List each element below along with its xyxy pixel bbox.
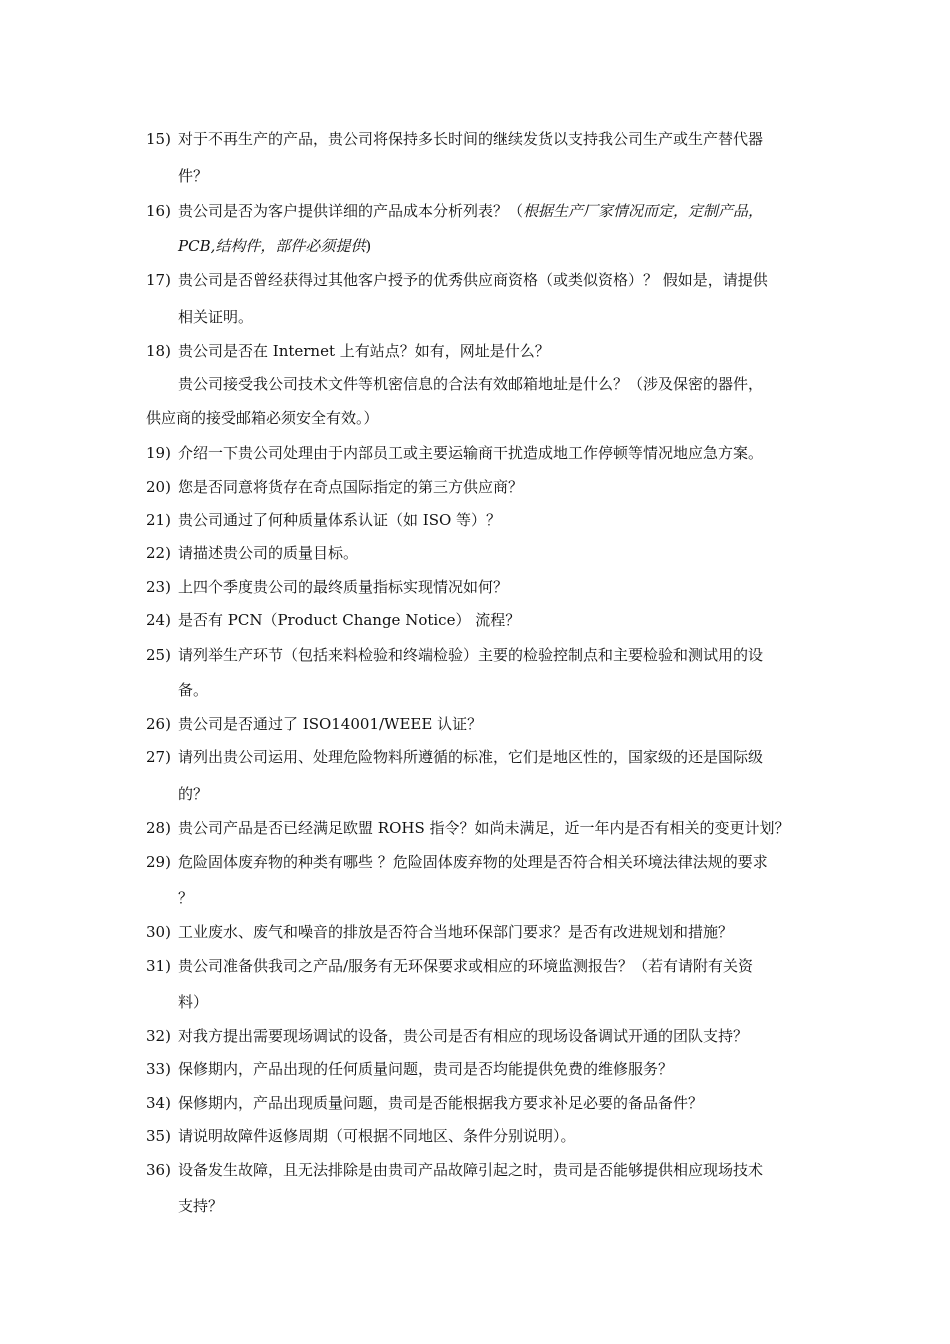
item-text: 上四个季度贵公司的最终质量指标实现情况如何？ bbox=[178, 578, 509, 596]
item-text: 请描述贵公司的质量目标。 bbox=[178, 544, 359, 562]
item-text: 供应商的接受邮箱必须安全有效。） bbox=[146, 409, 379, 427]
item-text: 贵公司接受我公司技术文件等机密信息的合法有效邮箱地址是什么？（涉及保密的器件， bbox=[178, 375, 764, 393]
item-number: 25) bbox=[146, 646, 171, 664]
item-text: 贵公司是否曾经获得过其他客户授予的优秀供应商资格（或类似资格）？ 假如是，请提供 bbox=[178, 271, 768, 289]
item-number: 32) bbox=[146, 1027, 171, 1045]
item-text: 工业废水、废气和噪音的排放是否符合当地环保部门要求？是否有改进规划和措施？ bbox=[178, 923, 734, 941]
item-text: 的？ bbox=[178, 785, 209, 803]
item-text: 对我方提出需要现场调试的设备，贵公司是否有相应的现场设备调试开通的团队支持？ bbox=[178, 1027, 749, 1045]
item-number: 36) bbox=[146, 1161, 171, 1179]
item-text: 危险固体废弃物的种类有哪些 ？危险固体废弃物的处理是否符合相关环境法律法规的要求 bbox=[178, 853, 768, 871]
item-number: 17) bbox=[146, 271, 171, 289]
item-text: 贵公司准备供我司之产品/服务有无环保要求或相应的环境监测报告？（若有请附有关资 bbox=[178, 957, 754, 975]
item-italic-note: PCB,结构件，部件必须提供 bbox=[178, 237, 366, 255]
item-text: 保修期内，产品出现质量问题，贵司是否能根据我方要求补足必要的备品备件？ bbox=[178, 1094, 704, 1112]
item-text: 是否有 PCN（Product Change Notice） 流程？ bbox=[178, 611, 521, 629]
item-text: 请列出贵公司运用、处理危险物料所遵循的标准，它们是地区性的，国家级的还是国际级 bbox=[178, 748, 764, 766]
item-text: 贵公司是否在 Internet 上有站点？如有，网址是什么？ bbox=[178, 342, 550, 360]
item-number: 26) bbox=[146, 715, 171, 733]
item-text bbox=[178, 201, 763, 221]
item-text: 请列举生产环节（包括来料检验和终端检验）主要的检验控制点和主要检验和测试用的设 bbox=[178, 646, 764, 664]
item-number: 30) bbox=[146, 923, 171, 941]
item-number: 23) bbox=[146, 578, 171, 596]
item-text: 设备发生故障，且无法排除是由贵司产品故障引起之时，贵司是否能够提供相应现场技术 bbox=[178, 1161, 764, 1179]
item-text: 贵公司通过了何种质量体系认证（如 ISO 等）？ bbox=[178, 511, 502, 529]
item-text-part: ) bbox=[365, 237, 372, 255]
item-text: ？ bbox=[178, 889, 194, 907]
item-number: 18) bbox=[146, 342, 171, 360]
item-number: 29) bbox=[146, 853, 171, 871]
item-number: 33) bbox=[146, 1060, 171, 1078]
item-text: 保修期内，产品出现的任何质量问题，贵司是否均能提供免费的维修服务？ bbox=[178, 1060, 674, 1078]
item-number: 16) bbox=[146, 202, 171, 220]
item-number: 20) bbox=[146, 478, 171, 496]
item-text: 对于不再生产的产品，贵公司将保持多长时间的继续发货以支持我公司生产或生产替代器 bbox=[178, 130, 764, 148]
item-number: 15) bbox=[146, 130, 171, 148]
item-number: 24) bbox=[146, 611, 171, 629]
item-number: 35) bbox=[146, 1127, 171, 1145]
item-text: 相关证明。 bbox=[178, 308, 254, 326]
item-number: 22) bbox=[146, 544, 171, 562]
item-text-part: 贵公司是否为客户提供详细的产品成本分析列表？（ bbox=[178, 202, 524, 220]
item-text: 贵公司产品是否已经满足欧盟 ROHS 指令？如尚未满足，近一年内是否有相关的变更计划？ bbox=[178, 819, 790, 837]
item-number: 28) bbox=[146, 819, 171, 837]
item-number: 27) bbox=[146, 748, 171, 766]
item-italic-note: 根据生产厂家情况而定，定制产品， bbox=[523, 202, 764, 220]
item-text: 您是否同意将货存在奇点国际指定的第三方供应商？ bbox=[178, 478, 524, 496]
item-number: 31) bbox=[146, 957, 171, 975]
item-text: 件？ bbox=[178, 167, 209, 185]
item-text: 请说明故障件返修周期（可根据不同地区、条件分别说明）。 bbox=[178, 1127, 576, 1145]
item-text: 贵公司是否通过了 ISO14001/WEEE 认证？ bbox=[178, 715, 483, 733]
item-text: 料） bbox=[178, 993, 209, 1011]
item-text: 介绍一下贵公司处理由于内部员工或主要运输商干扰造成地工作停顿等情况地应急方案。 bbox=[178, 444, 764, 462]
item-text bbox=[178, 236, 371, 256]
item-text: 支持？ bbox=[178, 1197, 224, 1215]
item-text: 备。 bbox=[178, 681, 209, 699]
item-number: 21) bbox=[146, 511, 171, 529]
item-number: 34) bbox=[146, 1094, 171, 1112]
item-number: 19) bbox=[146, 444, 171, 462]
